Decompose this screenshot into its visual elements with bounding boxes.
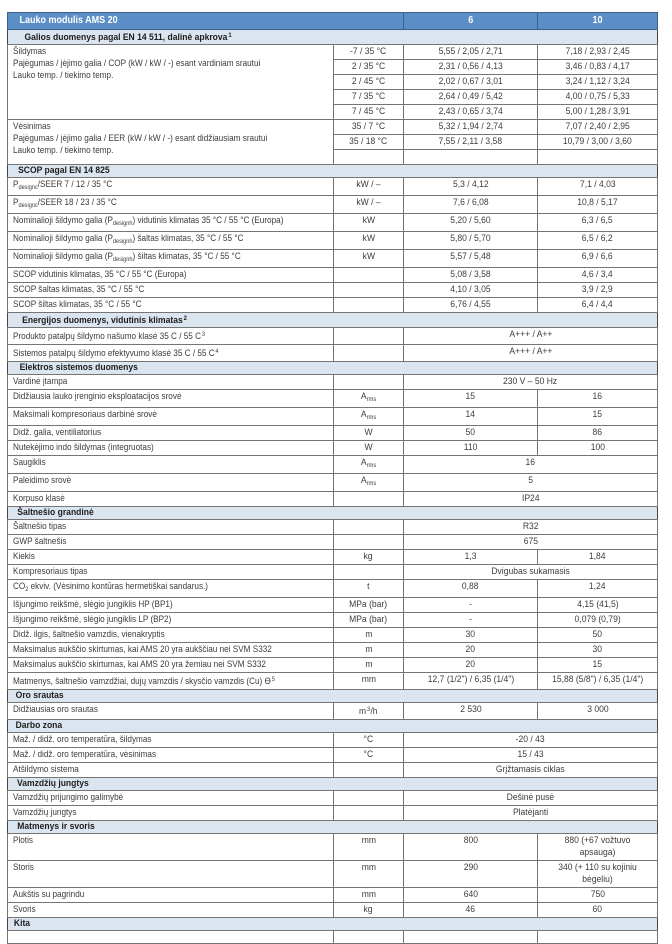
value-col6: 2,02 / 0,67 / 3,01 [404, 75, 538, 90]
spec-row [8, 441, 658, 456]
spec-row [8, 733, 658, 748]
value-col6: 7,6 / 6,08 [404, 196, 538, 214]
row-label: Šildymas Pajėgumas / įėjimo galia / COP (kW / kW / -) esant vardiniam srautui Lauko temp. / tiekimo temp. [8, 45, 334, 120]
value-col10: 15 [538, 408, 658, 426]
unit-cell: m [334, 658, 404, 673]
row-label: Storis [8, 861, 334, 888]
temp-cell: -7 / 35 °C [334, 45, 404, 60]
unit-cell: W [334, 426, 404, 441]
spec-row [8, 298, 658, 313]
spec-row [8, 492, 658, 507]
value-col10: 50 [538, 628, 658, 643]
unit-cell: kW / – [334, 196, 404, 214]
temp-cell [334, 150, 404, 165]
span-value: Dvigubas sukamasis [404, 565, 658, 580]
spec-row [8, 232, 658, 250]
row-label: Šaltnešio tipas [8, 520, 334, 535]
row-label: Kiekis [8, 550, 334, 565]
row-label: Plotis [8, 834, 334, 861]
spec-table [7, 12, 658, 944]
row-label: Vamzdžių prijungimo galimybė [8, 791, 334, 806]
value-col6: 20 [404, 643, 538, 658]
table-header-row [8, 13, 658, 30]
row-label: Maksimalus aukščio skirtumas, kai AMS 20 yra žemiau nei SVM S332 [8, 658, 334, 673]
value-col10: 750 [538, 888, 658, 903]
unit-cell: kW [334, 232, 404, 250]
value-col10: 100 [538, 441, 658, 456]
unit-cell: °C [334, 748, 404, 763]
row-label [8, 931, 334, 944]
row-label: Išjungimo reikšmė, slėgio jungiklis LP (BP2) [8, 613, 334, 628]
value-col6 [404, 150, 538, 165]
spec-row [8, 328, 658, 345]
temp-cell: 7 / 35 °C [334, 90, 404, 105]
unit-cell [334, 931, 404, 944]
value-col10: 6,9 / 6,6 [538, 250, 658, 268]
value-col10: 6,3 / 6,5 [538, 214, 658, 232]
value-col10: 16 [538, 390, 658, 408]
section-header: Oro srautas [8, 690, 658, 703]
unit-cell: kg [334, 550, 404, 565]
row-label: Maksimalus aukščio skirtumas, kai AMS 20 yra aukščiau nei SVM S332 [8, 643, 334, 658]
value-col6: 5,57 / 5,48 [404, 250, 538, 268]
unit-cell [334, 375, 404, 390]
unit-cell: kW [334, 250, 404, 268]
spec-row [8, 196, 658, 214]
section-header: Darbo zona [8, 720, 658, 733]
unit-cell: mm [334, 673, 404, 690]
column-header-10: 10 [538, 13, 658, 30]
row-label: Svoris [8, 903, 334, 918]
spec-row [8, 214, 658, 232]
spec-row [8, 45, 658, 60]
temp-cell: 35 / 18 °C [334, 135, 404, 150]
spec-row [8, 598, 658, 613]
spec-row [8, 658, 658, 673]
value-col6: 5,08 / 3,58 [404, 268, 538, 283]
value-col6: 640 [404, 888, 538, 903]
unit-cell: kW [334, 214, 404, 232]
value-col6: 290 [404, 861, 538, 888]
unit-cell: $A_{rms}$ [334, 390, 404, 408]
section-header: Šaltnešio grandinė [8, 507, 658, 520]
value-col10: 3,46 / 0,83 / 4,17 [538, 60, 658, 75]
unit-cell [334, 345, 404, 362]
unit-cell: mm [334, 888, 404, 903]
spec-row [8, 834, 658, 861]
spec-row [8, 375, 658, 390]
value-col10: 10,8 / 5,17 [538, 196, 658, 214]
value-col10: 1,84 [538, 550, 658, 565]
value-col6: 46 [404, 903, 538, 918]
spec-row [8, 456, 658, 474]
spec-row [8, 390, 658, 408]
value-col10: 3,9 / 2,9 [538, 283, 658, 298]
spec-row [8, 806, 658, 821]
span-value: 230 V – 50 Hz [404, 375, 658, 390]
row-label: Nominalioji šildymo galia $(P_{designh})$ vidutinis klimatas 35 °C / 55 °C (Europa) [8, 214, 334, 232]
value-col10: 86 [538, 426, 658, 441]
spec-row [8, 628, 658, 643]
unit-cell [334, 565, 404, 580]
unit-cell: mm [334, 861, 404, 888]
row-label: Didžiausias oro srautas [8, 703, 334, 720]
span-value: 16 [404, 456, 658, 474]
value-col6: 50 [404, 426, 538, 441]
value-col10: 5,00 / 1,28 / 3,91 [538, 105, 658, 120]
value-col6: 5,55 / 2,05 / 2,71 [404, 45, 538, 60]
unit-cell: MPa (bar) [334, 613, 404, 628]
spec-row [8, 426, 658, 441]
row-label: Išjungimo reikšmė, slėgio jungiklis HP (BP1) [8, 598, 334, 613]
value-col6: 5,3 / 4,12 [404, 178, 538, 196]
value-col10: 4,6 / 3,4 [538, 268, 658, 283]
spec-row [8, 120, 658, 135]
value-col6: 5,80 / 5,70 [404, 232, 538, 250]
spec-row [8, 580, 658, 598]
spec-row [8, 474, 658, 492]
value-col10: 30 [538, 643, 658, 658]
row-label: Kompresoriaus tipas [8, 565, 334, 580]
row-label: Maž. / didž. oro temperatūra, vėsinimas [8, 748, 334, 763]
row-label: Atšildymo sistema [8, 763, 334, 778]
unit-cell: $m^3/h$ [334, 703, 404, 720]
unit-cell: mm [334, 834, 404, 861]
value-col6: 30 [404, 628, 538, 643]
unit-cell: m [334, 643, 404, 658]
row-label: Nominalioji šildymo galia $(P_{designh})$ šaltas klimatas, 35 °C / 55 °C [8, 232, 334, 250]
span-value: 15 / 43 [404, 748, 658, 763]
section-header: Matmenys ir svoris [8, 821, 658, 834]
section-header: Galios duomenys pagal EN 14 511, dalinė apkrova$^1$ [8, 30, 658, 45]
section-header: SCOP pagal EN 14 825 [8, 165, 658, 178]
row-label: Nominalioji šildymo galia $(P_{designh})$ šiltas klimatas, 35 °C / 55 °C [8, 250, 334, 268]
row-label: Sistemos patalpų šildymo efektyvumo klasė 35 C / 55 $C^4$ [8, 345, 334, 362]
value-col10: 3 000 [538, 703, 658, 720]
row-label: Matmenys, šaltnešio vamzdžiai, dujų vamzdis / skysčio vamzdis (Cu) $Ө^5$ [8, 673, 334, 690]
spec-row [8, 520, 658, 535]
unit-cell: kW / – [334, 178, 404, 196]
unit-cell [334, 328, 404, 345]
row-label: SCOP vidutinis klimatas, 35 °C / 55 °C (Europa) [8, 268, 334, 283]
value-col6: 2,31 / 0,56 / 4,13 [404, 60, 538, 75]
unit-cell [334, 520, 404, 535]
spec-row [8, 673, 658, 690]
span-value: -20 / 43 [404, 733, 658, 748]
spec-row [8, 250, 658, 268]
spec-row [8, 763, 658, 778]
value-col6: - [404, 613, 538, 628]
span-value: 5 [404, 474, 658, 492]
row-label: Korpuso klasė [8, 492, 334, 507]
span-value: Platėjanti [404, 806, 658, 821]
spec-row [8, 283, 658, 298]
unit-cell: $A_{rms}$ [334, 474, 404, 492]
value-col10: 880 (+67 vožtuvo apsauga) [538, 834, 658, 861]
spec-row [8, 643, 658, 658]
unit-cell: °C [334, 733, 404, 748]
span-value: Grįžtamasis ciklas [404, 763, 658, 778]
section-header: Elektros sistemos duomenys [8, 362, 658, 375]
spec-row [8, 703, 658, 720]
row-label: Vamzdžių jungtys [8, 806, 334, 821]
row-label: Didž. galia, ventiliatorius [8, 426, 334, 441]
unit-cell: kg [334, 903, 404, 918]
spec-row-clipped [8, 931, 658, 944]
value-col6: 15 [404, 390, 538, 408]
column-header-6: 6 [404, 13, 538, 30]
row-label: Saugiklis [8, 456, 334, 474]
row-label: Vardinė įtampa [8, 375, 334, 390]
table-title: Lauko modulis AMS 20 [8, 13, 404, 30]
row-label: Vėsinimas Pajėgumas / įėjimo galia / EER (kW / kW / -) esant didžiausiam srautui Lauko temp. / tiekimo temp. [8, 120, 334, 165]
temp-cell: 2 / 45 °C [334, 75, 404, 90]
value-col10: 6,4 / 4,4 [538, 298, 658, 313]
row-label: Nutekėjimo indo šildymas (integruotas) [8, 441, 334, 456]
value-col6: 12,7 (1/2") / 6,35 (1/4") [404, 673, 538, 690]
value-col6: 6,76 / 4,55 [404, 298, 538, 313]
value-col6: 14 [404, 408, 538, 426]
spec-row [8, 268, 658, 283]
section-header: Energijos duomenys, vidutinis klimatas$^2$ [8, 313, 658, 328]
section-header: Vamzdžių jungtys [8, 778, 658, 791]
value-col10: 7,07 / 2,40 / 2,95 [538, 120, 658, 135]
unit-cell [334, 298, 404, 313]
value-col6: 7,55 / 2,11 / 3,58 [404, 135, 538, 150]
spec-row [8, 408, 658, 426]
spec-row [8, 903, 658, 918]
spec-row [8, 535, 658, 550]
span-value: 675 [404, 535, 658, 550]
value-col10: 7,1 / 4,03 [538, 178, 658, 196]
value-col10: 4,15 (41,5) [538, 598, 658, 613]
value-col6 [404, 931, 538, 944]
temp-cell: 35 / 7 °C [334, 120, 404, 135]
value-col10: 0,079 (0,79) [538, 613, 658, 628]
spec-row [8, 550, 658, 565]
row-label: Didž. ilgis, šaltnešio vamzdis, vienakryptis [8, 628, 334, 643]
row-label: $P_{designc}$/SEER 7 / 12 / 35 °C [8, 178, 334, 196]
span-value: R32 [404, 520, 658, 535]
span-value: IP24 [404, 492, 658, 507]
unit-cell: $A_{rms}$ [334, 456, 404, 474]
value-col10 [538, 931, 658, 944]
unit-cell: W [334, 441, 404, 456]
value-col6: - [404, 598, 538, 613]
row-label: Maksimali kompresoriaus darbinė srovė [8, 408, 334, 426]
spec-row [8, 748, 658, 763]
temp-cell: 7 / 45 °C [334, 105, 404, 120]
unit-cell [334, 806, 404, 821]
row-label: SCOP šiltas klimatas, 35 °C / 55 °C [8, 298, 334, 313]
value-col6: 800 [404, 834, 538, 861]
spec-row [8, 861, 658, 888]
value-col10: 3,24 / 1,12 / 3,24 [538, 75, 658, 90]
unit-cell: m [334, 628, 404, 643]
value-col10: 60 [538, 903, 658, 918]
unit-cell [334, 283, 404, 298]
span-value: A+++ / A++ [404, 345, 658, 362]
unit-cell [334, 268, 404, 283]
temp-cell: 2 / 35 °C [334, 60, 404, 75]
spec-row [8, 178, 658, 196]
value-col6: 2,64 / 0,49 / 5,42 [404, 90, 538, 105]
unit-cell [334, 535, 404, 550]
unit-cell [334, 791, 404, 806]
unit-cell [334, 763, 404, 778]
value-col6: 2 530 [404, 703, 538, 720]
spec-row [8, 791, 658, 806]
row-label: Paleidimo srovė [8, 474, 334, 492]
value-col6: 2,43 / 0,65 / 3,74 [404, 105, 538, 120]
spec-row [8, 888, 658, 903]
spec-sheet [7, 12, 657, 944]
row-label: Maž. / didž. oro temperatūra, šildymas [8, 733, 334, 748]
row-label: SCOP šaltas klimatas, 35 °C / 55 °C [8, 283, 334, 298]
unit-cell: MPa (bar) [334, 598, 404, 613]
value-col10: 340 (+ 110 su kojiniu bėgeliu) [538, 861, 658, 888]
spec-row [8, 613, 658, 628]
value-col10: 1,24 [538, 580, 658, 598]
row-label: $P_{designc}$/SEER 18 / 23 / 35 °C [8, 196, 334, 214]
value-col6: 5,32 / 1,94 / 2,74 [404, 120, 538, 135]
value-col6: 110 [404, 441, 538, 456]
spec-row [8, 345, 658, 362]
row-label: Aukštis su pagrindu [8, 888, 334, 903]
unit-cell: $A_{rms}$ [334, 408, 404, 426]
value-col10: 7,18 / 2,93 / 2,45 [538, 45, 658, 60]
value-col10: 10,79 / 3,00 / 3,60 [538, 135, 658, 150]
value-col6: 4,10 / 3,05 [404, 283, 538, 298]
value-col6: 5,20 / 5,60 [404, 214, 538, 232]
value-col10: 15,88 (5/8") / 6,35 (1/4") [538, 673, 658, 690]
spec-row [8, 565, 658, 580]
unit-cell: t [334, 580, 404, 598]
unit-cell [334, 492, 404, 507]
value-col10: 6,5 / 6,2 [538, 232, 658, 250]
span-value: Dešinė pusė [404, 791, 658, 806]
section-header: Kita [8, 918, 658, 931]
value-col6: 0,88 [404, 580, 538, 598]
row-label: Produkto patalpų šildymo našumo klasė 35 C / 55 $C^3$ [8, 328, 334, 345]
value-col10 [538, 150, 658, 165]
value-col6: 20 [404, 658, 538, 673]
value-col10: 15 [538, 658, 658, 673]
value-col10: 4,00 / 0,75 / 5,33 [538, 90, 658, 105]
span-value: A+++ / A++ [404, 328, 658, 345]
row-label: GWP šaltnešis [8, 535, 334, 550]
value-col6: 1,3 [404, 550, 538, 565]
row-label: $CO_2$ ekviv. (Vėsinimo kontūras hermetiškai sandarus.) [8, 580, 334, 598]
row-label: Didžiausia lauko įrenginio eksploatacijos srovė [8, 390, 334, 408]
